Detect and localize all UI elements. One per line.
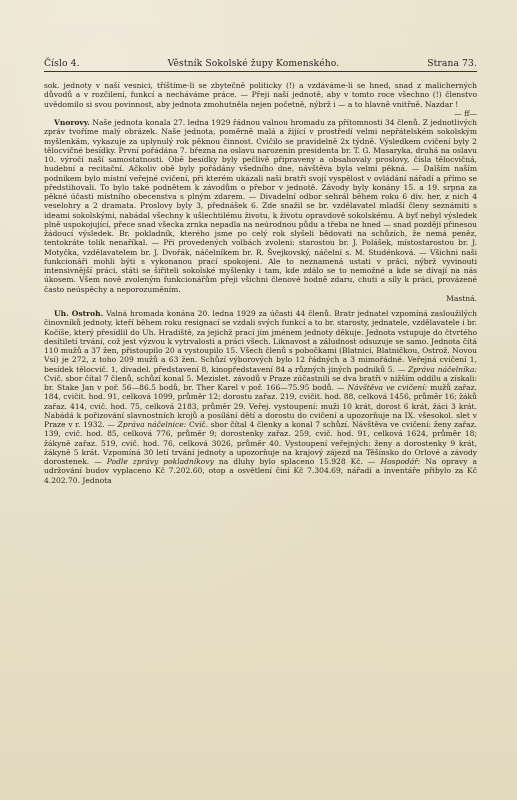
hospodar-text: Na opravy a udržování budov vyplaceno Kč 7.202.60, otop a osvětlení činí Kč 7.304.69, nářadí a inventáře přibylo za Kč 4.202.70. Jednota — [44, 457, 477, 485]
page-header — [44, 58, 477, 69]
issue-number: Číslo 4. — [44, 58, 80, 69]
zprava-nacelni-text: Cvič. sbor čítal 4 členky a konal 7 schůzí. Návštěva ve cvičení: ženy zařaz. 139, cvič. hod. 85, celková 776, průměr 9; dorostenky zařaz. 259, cvič. hod. 91, celková 1624, průměr 18; žákyně zařaz. 519, cvič. hod. 76, celková 3026, průměr 40. Vystoupení veřejných: ženy a dorostenky 9 krát, žákyně 5 krát. Vzpomíná 30 letí trvání jednoty a upozorňuje na krajový zájezd na Těšínsko do Orlové a závody dorostenek. — — [44, 420, 477, 466]
header-rule — [44, 71, 477, 72]
ostroh-paragraph — [44, 309, 477, 485]
vnorovy-title: Vnorovy. — [54, 118, 90, 127]
ostroh-text: Valná hromada konána 20. ledna 1929 za účasti 44 členů. Bratr jednatel vzpomíná zasloužilých činovníků jednoty, kteří během roku resignací se vzdali svých funkcí a to br. starosty, jednatele, vzdělavatele i br. Kočíše, který přesídlil do Uh. Hradiště, za jejichž prací jím jménem jednoty děkuje. Jednota vstupuje do čtvrtého desítiletí trvání, což jest výzvou k vytrvalosti a práci všech. Liknavost a záludnost odsuzuje se samo. Jednota čítá 110 mužů a 37 žen, přistoupilo 20 a vystoupilo 15. Všech členů s pobočkami (Blatnicí, Blatničkou, Ostrož. Novou Vsí) je 272, z toho 209 mužů a 63 žen. Schůzí výborových bylo 12 řádných a 3 mimořádné. Veřejná cvičení 1, besídek tělocvič. 1, divadel. představení 8, kinopředstavení 84 a různých jiných podniků 5. — — [44, 309, 478, 374]
page-number: Strana 73. — [427, 58, 477, 69]
hospodar-label: Hospodář: — [380, 457, 421, 466]
vnorovy-paragraph — [44, 118, 477, 294]
pokladnik-text: na dluhy bylo splaceno 15.928 Kč. — — [218, 457, 376, 466]
intro-signature: — ff— — [454, 108, 477, 118]
ostroh-title: Uh. Ostroh. — [54, 309, 104, 318]
navsteva-text: mužů zařaz. 184, cvičit. hod. 91, celková 1099, průměr 12; dorostu zařaz. 219, cvičit. hod. 88, celková 1456, průměr 16; žáků zařaz. 414, cvič. hod. 75, celková 2183, průměr 29. Veřej. vystoupení: muži 10 krát, dorost 6 krát, žáci 3 krát. Nabádá k pořizování slavnostních krojů a posílání dětí a dorostu do cvičení a upozorňuje na IX. všesokol. slet v Praze v r. 1932. — — [44, 383, 477, 429]
vnorovy-text: Naše jednota konala 27. ledna 1929 řádnou valnou hromadu za přítomnosti 34 členů. Z jednotlivých zpráv tvoříme malý obrázek. Naše jednota, poměrně malá a žijící v prostředí velmi nepřátelském sokolským myšlenkám, vykazuje za uplynulý rok pěknou činnost. Cvičilo se pravidelně 2x týdně. Výsledkem cvičení byly 2 tělocvičné besídky. První pořádána 7. března na oslavu narozenin presidenta br. T. G. Masaryka, druhá na oslavu 10. výročí naší samostatnosti. Obě besídky byly pečlivě připraveny a obsahovaly proslovy, čísla tělocvičná, hudební a recitační. Ačkoliv obě byly pořádány všedního dne, návštěva byla velmi pěkná. — Dalším naším podnikem bylo místní veřejné cvičení, při kterém ukázali naši bratři svojí vyspělost v ovládání nářadí a přímo se předstihovali. To bylo také podnětem k závodům o přebor v jednotě. Závody byly konány 15. a 19. srpna za pěkné účasti místního obecenstva s plným zdarem. — Divadelní odbor sehrál během roku 6 div. her, z nich 4 veselohry a 2 dramata. Proslovy byly 3, přednášek 6. Zde snažil se br. vzdělavatel mladší členy seznámiti s ideami sokolskými, nabádal všechny k ušlechtilému životu, k životu opravdově sokolskému. A byť nebyl výsledek plně uspokojující, přece snad všecka zrnka nepadla na neúrodnou půdu a třeba ne hned — snad později přinesou žádoucí výsledek. Br. pokladník, kterého jsme po celý rok slyšeli bědovati na schůzích, že nemá peněz, tentokráte tolik nenaříkal. — Při provedených volbách zvoleni: starostou br. J. Polášek, místostarostou br. J. Motyčka, vzdělavatelem br. J. Dvořák, náčelníkem br. R. Švejkovský, náčelní s. M. Studénková. — Všichni naši funkcionáři mohli býti s vykonanou prací spokojeni. Ale to neznamená ustati v práci, nýbrž vyvinouti intensivnější práci, státi se šiřiteli sokolské myšlenky i tam, kde zdálo se to nemožné a kde se dívají na nás úkosem. Všem nově zvoleným funkcionářům přeji všichni členové hodně zdaru, chuti a síly k práci, provázené často neúspěchy a neporozuměním. — [44, 118, 477, 294]
intro-paragraph — [44, 81, 477, 109]
pokladnik-label: Podle zprávy pokladníkovy — [106, 457, 214, 466]
journal-title: Věstník Sokolské župy Komenského. — [167, 58, 340, 69]
vnorovy-signature: Mastná. — [446, 293, 477, 303]
intro-text: sok. jednoty v naší vesnici, tříštíme-li se zbytečně politicky (!) a vzdáváme-li se hned, snad z malicherných důvodů a v rozčilení, funkcí a necháváme práce. — Přeji naší jednotě, aby v tomto roce všechno (!) členstvo uvědomilo si svou povinnost, aby jednota zmohutněla nejen početně, nýbrž i — a to hlavně vnitřně. Nazdar ! — [44, 81, 477, 109]
navsteva-label: Návštěva ve cvičení: — [347, 383, 428, 392]
zprava-nacelnika-text: Cvič. sbor čítal 7 členů, schůzí konal 5. Mezislet. závodů v Praze zúčastnili se dva bratři v nižším oddílu a získali: br. Stake Jan v poř. 56—86.5 bodů, br. Ther Karel v poř. 166—75.95 bodů. — — [44, 373, 478, 392]
article-body — [44, 81, 477, 485]
zprava-nacelnika-label: Zpráva náčelníka: — [407, 364, 477, 374]
zprava-nacelni-label: Zpráva náčelnice: — [117, 420, 187, 429]
